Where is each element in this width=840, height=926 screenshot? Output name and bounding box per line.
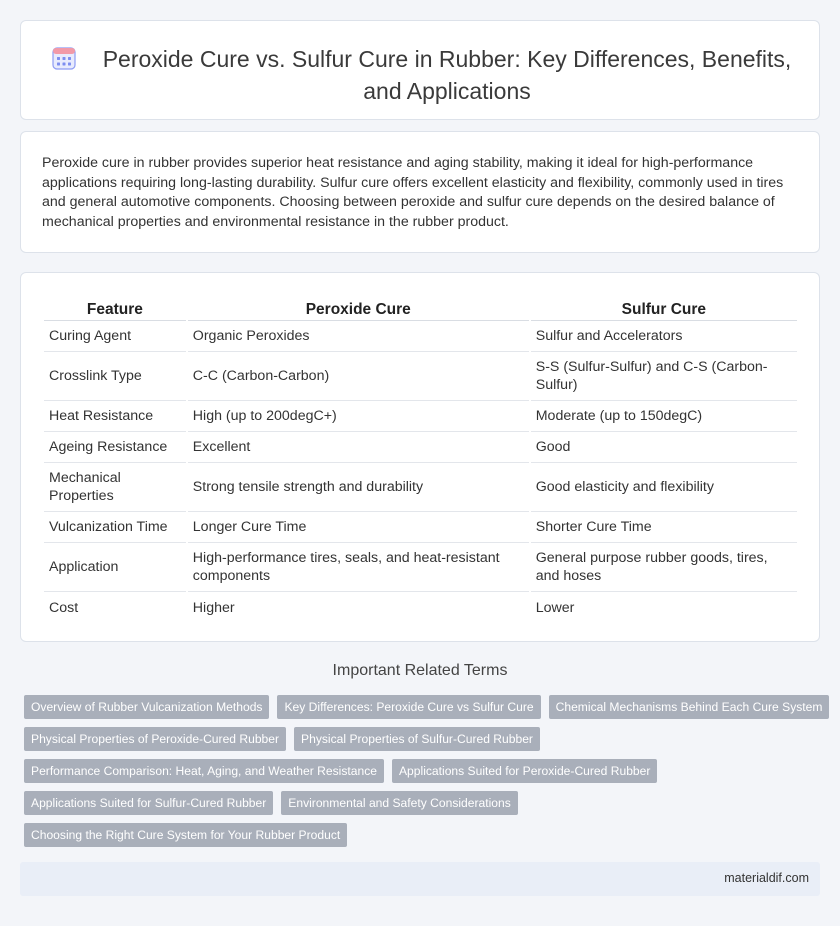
intro-card xyxy=(20,131,820,253)
table-cell: Excellent xyxy=(188,432,529,463)
table-cell: Ageing Resistance xyxy=(44,432,186,463)
table-cell: Cost xyxy=(49,599,79,616)
table-row xyxy=(44,352,797,401)
table-cell: Strong tensile strength and durability xyxy=(188,463,529,512)
table-cell: Vulcanization Time xyxy=(44,512,186,543)
header-feature: Feature xyxy=(44,293,186,321)
table-row xyxy=(44,592,797,623)
related-term-tag[interactable]: Choosing the Right Cure System for Your Rubber Product xyxy=(24,823,347,847)
related-term-tag[interactable]: Physical Properties of Sulfur-Cured Rubber xyxy=(294,727,540,751)
related-term-tag[interactable]: Key Differences: Peroxide Cure vs Sulfur Cure xyxy=(277,695,540,719)
related-term-tag[interactable]: Chemical Mechanisms Behind Each Cure System xyxy=(549,695,830,719)
table-cell: High-performance tires, seals, and heat-resistant components xyxy=(188,543,529,592)
table-cell: General purpose rubber goods, tires, and hoses xyxy=(531,543,797,592)
related-term-tag[interactable]: Applications Suited for Sulfur-Cured Rubber xyxy=(24,791,273,815)
comparison-table-card xyxy=(20,272,820,642)
table-row xyxy=(44,463,797,512)
related-terms-title: Important Related Terms xyxy=(332,662,508,679)
table-cell: Higher xyxy=(192,599,235,616)
related-term-tag[interactable]: Physical Properties of Peroxide-Cured Rubber xyxy=(24,727,286,751)
table-cell: Curing Agent xyxy=(44,321,186,352)
table-cell: Longer Cure Time xyxy=(188,512,529,543)
table-cell: High (up to 200degC+) xyxy=(188,401,529,432)
table-cell: S-S (Sulfur-Sulfur) and C-S (Carbon-Sulfur) xyxy=(531,352,797,401)
table-row xyxy=(44,512,797,543)
intro-paragraph: Peroxide cure in rubber provides superior heat resistance and aging stability, making it ideal for high-performance applications requiring long-lasting durability. Sulfur cure offers excellent elasticity and flexibility, commonly used in tires and general automotive components. Choosing between peroxide and sulfur cure depends on the desired balance of mechanical properties and environmental resistance in the rubber product. xyxy=(42,155,784,230)
footer xyxy=(20,862,820,896)
table-cell: Good elasticity and flexibility xyxy=(531,463,797,512)
table-row xyxy=(44,401,797,432)
table-cell: Crosslink Type xyxy=(44,352,186,401)
table-cell: Organic Peroxides xyxy=(188,321,529,352)
table-cell: Good xyxy=(531,432,797,463)
table-row xyxy=(44,321,797,352)
related-term-tag[interactable]: Overview of Rubber Vulcanization Methods xyxy=(24,695,269,719)
table-cell: Heat Resistance xyxy=(44,401,186,432)
table-cell: Lower xyxy=(535,599,575,616)
table-cell: Application xyxy=(44,543,186,592)
related-term-tag[interactable]: Environmental and Safety Considerations xyxy=(281,791,518,815)
comparison-table xyxy=(42,293,799,623)
calendar-grid-icon xyxy=(51,45,77,71)
table-row xyxy=(44,543,797,592)
table-cell: Mechanical Properties xyxy=(44,463,186,512)
header-card xyxy=(20,20,820,120)
table-cell: C-C (Carbon-Carbon) xyxy=(188,352,529,401)
related-terms-list xyxy=(24,695,824,855)
table-cell: Shorter Cure Time xyxy=(531,512,797,543)
header-peroxide-cure: Peroxide Cure xyxy=(188,293,529,321)
table-row xyxy=(44,432,797,463)
related-term-tag[interactable]: Applications Suited for Peroxide-Cured Rubber xyxy=(392,759,657,783)
related-term-tag[interactable]: Performance Comparison: Heat, Aging, and Weather Resistance xyxy=(24,759,384,783)
table-cell: Moderate (up to 150degC) xyxy=(531,401,797,432)
table-cell: Sulfur and Accelerators xyxy=(531,321,797,352)
table-header-row xyxy=(44,293,797,321)
footer-site-link[interactable]: materialdif.com xyxy=(724,871,809,885)
page-title: Peroxide Cure vs. Sulfur Cure in Rubber: Key Differences, Benefits, and Applications xyxy=(102,46,792,104)
header-sulfur-cure: Sulfur Cure xyxy=(531,293,797,321)
